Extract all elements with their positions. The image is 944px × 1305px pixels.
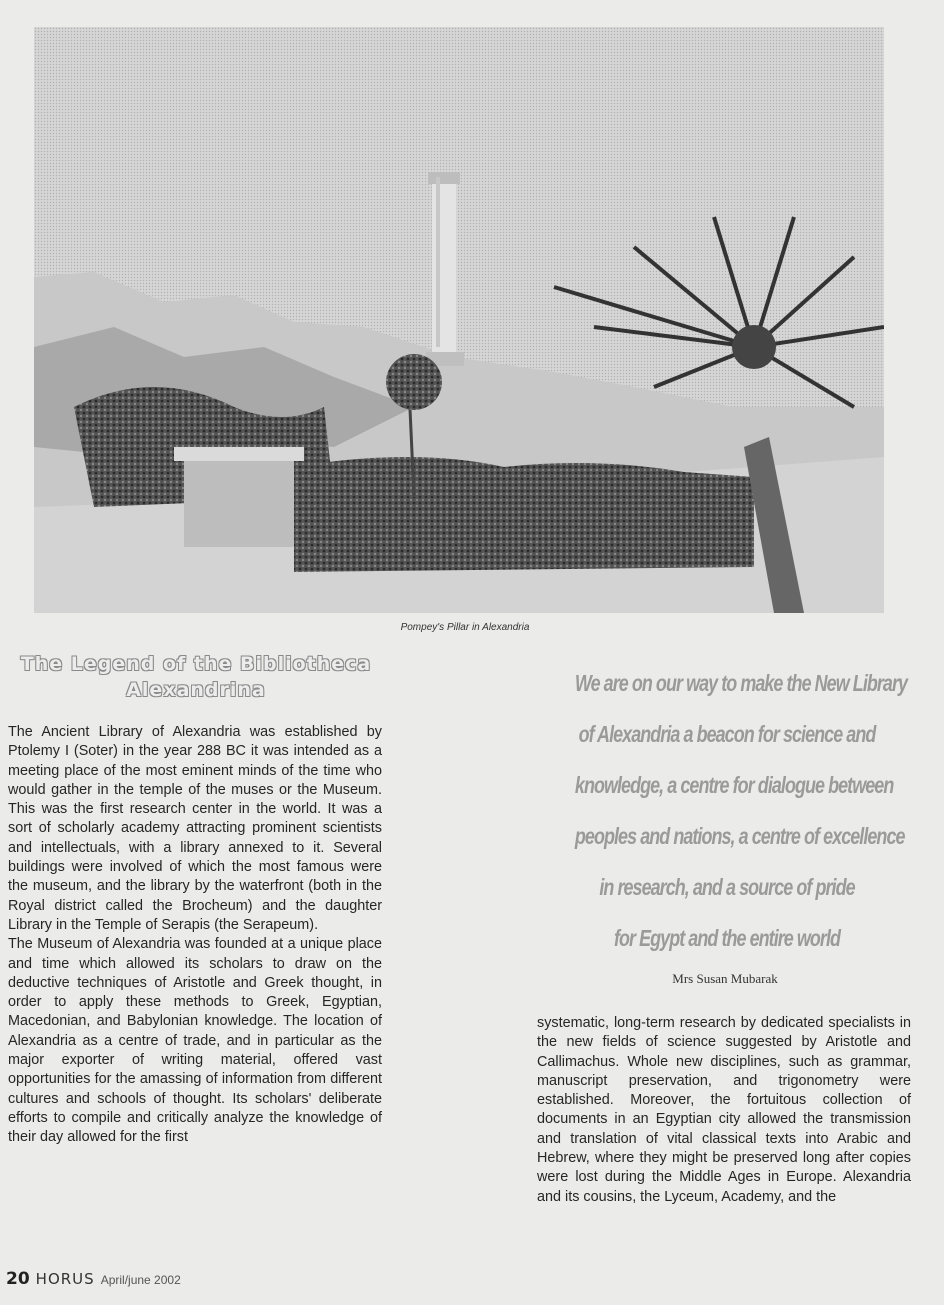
left-column-text bbox=[8, 723, 382, 1148]
pull-quote-line: peoples and nations, a centre of excellence bbox=[574, 823, 905, 849]
pull-quote-line: We are on our way to make the New Library bbox=[574, 670, 908, 696]
body-paragraph: The Museum of Alexandria was founded at a unique place and time which allowed its scholars to draw on the deductive techniques of Aristotle and Greek thought, in order to apply these methods to Greek, Egyptian, Macedonian, and Babylonian knowledge. The location of Alexandria as a centre of trade, and in particular as the major exporter of writing material, offered vast opportunities for the amassing of information from different cultures and schools of thought. Its scholars' deliberate efforts to compile and critically analyze the knowledge of their day allowed for the first bbox=[8, 936, 382, 1146]
quote-author: Mrs Susan Mubarak bbox=[672, 971, 778, 986]
body-paragraph: The Ancient Library of Alexandria was established by Ptolemy I (Soter) in the year 288 BC it was intended as a meeting place of the most eminent minds of the time who would gather in the temple of the muses or the Museum. This was the first research center in the world. It was a sort of scholarly academy attracting prominent scientists and intellectuals, with a library annexed to it. Several buildings were involved of which the most famous were the museum, and the library by the waterfront (both in the Royal district called the Brocheum) and the daughter Library in the Temple of Serapis (the Serapeum). bbox=[8, 724, 382, 933]
article-title-line-1: The Legend of the Bibliotheca bbox=[20, 653, 372, 675]
body-paragraph: systematic, long-term research by dedicated specialists in the new fields of science suggested by Aristotle and Callimachus. Whole new disciplines, such as grammar, manuscript preservation, and trigonometry were established. Moreover, the fortuitous collection of documents in an Egyptian city allowed the transmission and translation of vital classical texts into Arabic and Hebrew, where they might be preserved long after copies were lost during the Middle Ages in Europe. Alexandria and its cousins, the Lyceum, Academy, and the bbox=[537, 1015, 911, 1205]
article-title bbox=[8, 651, 384, 703]
pull-quote-line: of Alexandria a beacon for science and bbox=[578, 721, 876, 747]
page-number: 20 bbox=[6, 1269, 30, 1289]
photo-caption: Pompey's Pillar in Alexandria bbox=[400, 622, 530, 633]
article-title-line-2: Alexandrina bbox=[126, 679, 266, 701]
pompeys-pillar-photo bbox=[34, 27, 884, 613]
issue-date: April/june 2002 bbox=[100, 1273, 181, 1287]
pull-quote bbox=[574, 658, 908, 964]
pull-quote-line: in research, and a source of pride bbox=[599, 874, 855, 900]
right-column-text bbox=[537, 1014, 911, 1207]
pull-quote-line: knowledge, a centre for dialogue between bbox=[574, 772, 894, 798]
pull-quote-line: for Egypt and the entire world bbox=[613, 925, 841, 951]
magazine-name: HORUS bbox=[35, 1270, 95, 1288]
page-footer bbox=[6, 1269, 181, 1293]
